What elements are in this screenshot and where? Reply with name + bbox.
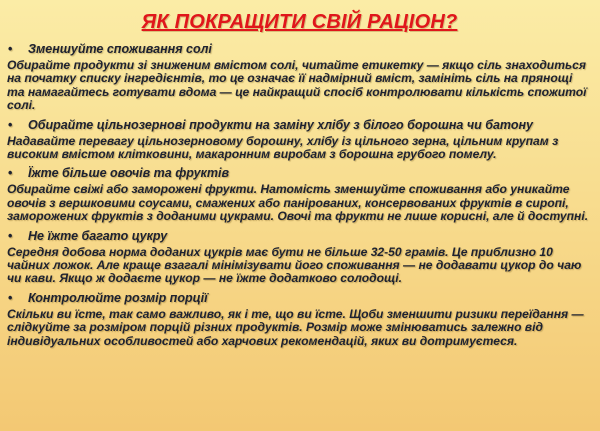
section-heading-portion: [7, 291, 592, 306]
section-heading-text: Їжте більше овочів та фруктів: [28, 166, 230, 181]
section-heading-vegetables: [7, 166, 592, 181]
bullet-icon: •: [8, 117, 13, 132]
section-text-salt: Обирайте продукти зі зниженим вмістом солі, читайте етикетку — якщо сіль знаходиться на початку списку інгредієнтів, то це означає її надмірний вміст, замініть сіль на прянощі та намагайтесь готувати вдома — це найкращий спосіб контролювати кількість спожитої солі.: [7, 58, 587, 113]
section-text-sugar: Середня добова норма доданих цукрів має бути не більше 32-50 грамів. Це приблизно 10 чайних ложок. Але краще взагалі мінімізувати його споживання — не додавати цукор до чаю чи кави. Якщо ж додаєте цукор — не їжте додатково солодощі.: [7, 244, 582, 286]
section-heading-sugar: [7, 229, 592, 244]
section-heading-salt: [7, 42, 592, 57]
section-text-portion: Скільки ви їсте, так само важливо, як і те, що ви їсте. Щоби зменшити ризики переїдання — слідкуйте за розміром порцій різних продуктів. Розмір може змінюватись залежно від індивідуальних особливостей або харчових рекомендацій, яких ви дотримуєтеся.: [7, 306, 584, 348]
bullet-icon: •: [8, 290, 13, 305]
section-heading-text: Зменшуйте споживання солі: [28, 42, 212, 56]
bullet-icon: •: [8, 42, 13, 56]
bullet-icon: •: [8, 228, 13, 243]
section-text-vegetables: Обирайте свіжі або заморожені фрукти. Натомість зменшуйте споживання або уникайте овочів з вершковими соусами, смажених або панірованих, консервованих фруктів в сиропі, заморожених фруктів з доданими цукрами. Овочі та фрукти не лише корисні, але й доступні.: [7, 182, 589, 224]
section-heading-text: Обирайте цільнозернові продукти на заміну хлібу з білого борошна чи батону: [28, 117, 533, 132]
section-heading-wholegrain: [7, 118, 592, 133]
bullet-icon: •: [8, 166, 13, 181]
page-title: ЯК ПОКРАЩИТИ СВІЙ РАЦІОН?: [141, 11, 458, 33]
section-heading-text: Не їжте багато цукру: [28, 228, 168, 243]
section-text-wholegrain: Надавайте перевагу цільнозерновому борошну, хлібу із цільного зерна, цільним крупам з високим вмістом клітковини, макаронним виробам з борошна грубого помелу.: [7, 133, 559, 162]
section-heading-text: Контролюйте розмір порції: [28, 290, 208, 305]
